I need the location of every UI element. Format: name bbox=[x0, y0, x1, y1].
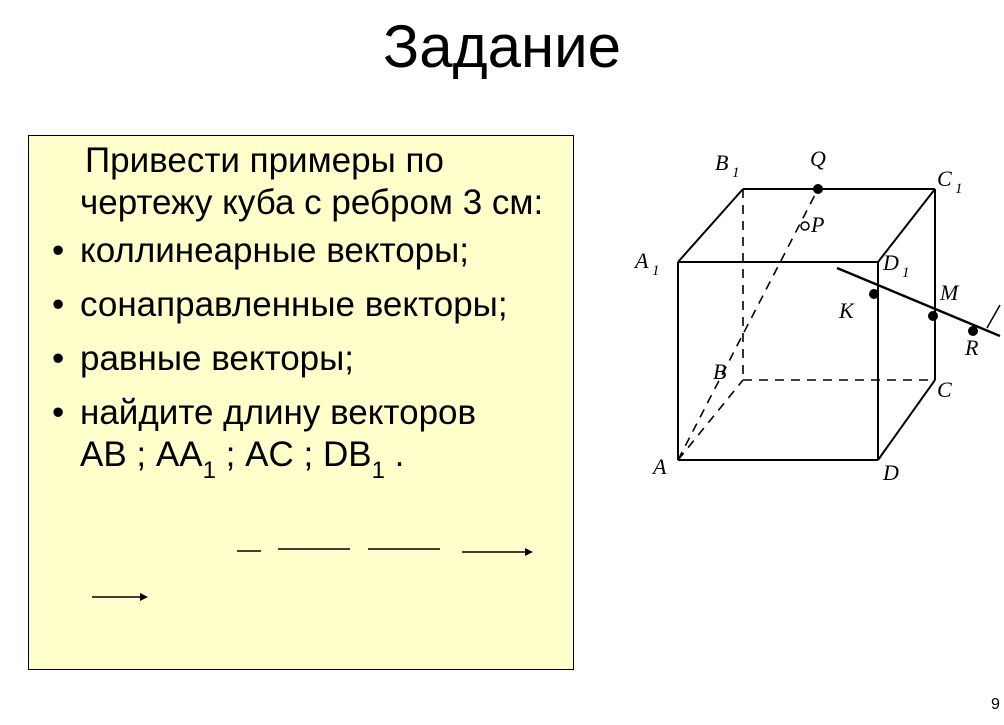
label-r: R bbox=[965, 335, 979, 360]
label-m: M bbox=[940, 280, 959, 305]
vector-list bbox=[80, 434, 572, 484]
label-b: B bbox=[713, 359, 727, 384]
vector-end: . bbox=[384, 435, 405, 474]
vector-db1-subscript: 1 bbox=[371, 457, 385, 484]
task-intro: Привести примеры по чертежу куба с ребром 3 см: bbox=[80, 141, 544, 222]
label-c: C bbox=[937, 377, 952, 402]
label-p: P bbox=[811, 212, 825, 237]
edge-ab bbox=[678, 380, 743, 460]
page-number: 9 bbox=[991, 696, 1000, 713]
bullet-text: равные векторы; bbox=[80, 339, 355, 378]
label-k: K bbox=[839, 298, 854, 323]
point-k bbox=[869, 289, 879, 299]
label-d: D bbox=[883, 460, 899, 485]
cube-figure bbox=[625, 140, 1004, 500]
bullet-item-collinear bbox=[52, 230, 572, 272]
label-c1: C bbox=[937, 166, 952, 191]
vector-ab: AB bbox=[80, 435, 127, 474]
vector-aa1-name: AA bbox=[155, 435, 203, 474]
edge-dc bbox=[878, 380, 935, 460]
vector-aa1 bbox=[155, 434, 216, 484]
vector-db1-name: DB bbox=[322, 435, 372, 474]
label-a1-sub: 1 bbox=[652, 263, 660, 279]
slide-title: Задание bbox=[382, 13, 621, 80]
bullet-item-equal bbox=[52, 338, 572, 380]
vector-aa1-subscript: 1 bbox=[202, 457, 216, 484]
bullet-dot: • bbox=[52, 339, 65, 378]
point-m bbox=[928, 311, 938, 321]
line-kmr bbox=[837, 268, 1000, 336]
label-b1-sub: 1 bbox=[732, 165, 740, 181]
bullet-dot: • bbox=[52, 231, 65, 270]
bullet-text: коллинеарные векторы; bbox=[80, 231, 470, 270]
label-b1: B bbox=[715, 150, 729, 175]
label-q: Q bbox=[810, 146, 826, 171]
vector-db1 bbox=[322, 434, 385, 484]
label-d1-sub: 1 bbox=[902, 265, 910, 281]
vector-separator: ; bbox=[126, 435, 156, 474]
label-a: A bbox=[653, 454, 667, 479]
line-aq bbox=[678, 189, 818, 460]
vector-separator: ; bbox=[293, 435, 323, 474]
line-stub bbox=[987, 305, 1000, 328]
bullet-item-length bbox=[52, 392, 572, 484]
edge-a1b1 bbox=[678, 189, 743, 262]
bullet-text: найдите длину векторов bbox=[80, 393, 477, 432]
label-a1: A bbox=[635, 248, 649, 273]
label-c1-sub: 1 bbox=[955, 181, 963, 197]
point-p bbox=[801, 222, 809, 230]
vector-ac: AC bbox=[245, 435, 294, 474]
task-bullet-list bbox=[52, 230, 572, 484]
label-d1: D bbox=[883, 250, 899, 275]
vector-separator: ; bbox=[215, 435, 246, 474]
point-q bbox=[813, 184, 823, 194]
bullet-text: сонаправленные векторы; bbox=[80, 285, 508, 324]
task-text bbox=[52, 140, 572, 492]
bullet-item-codirectional bbox=[52, 284, 572, 326]
bullet-dot: • bbox=[52, 285, 65, 324]
bullet-dot: • bbox=[52, 393, 65, 432]
